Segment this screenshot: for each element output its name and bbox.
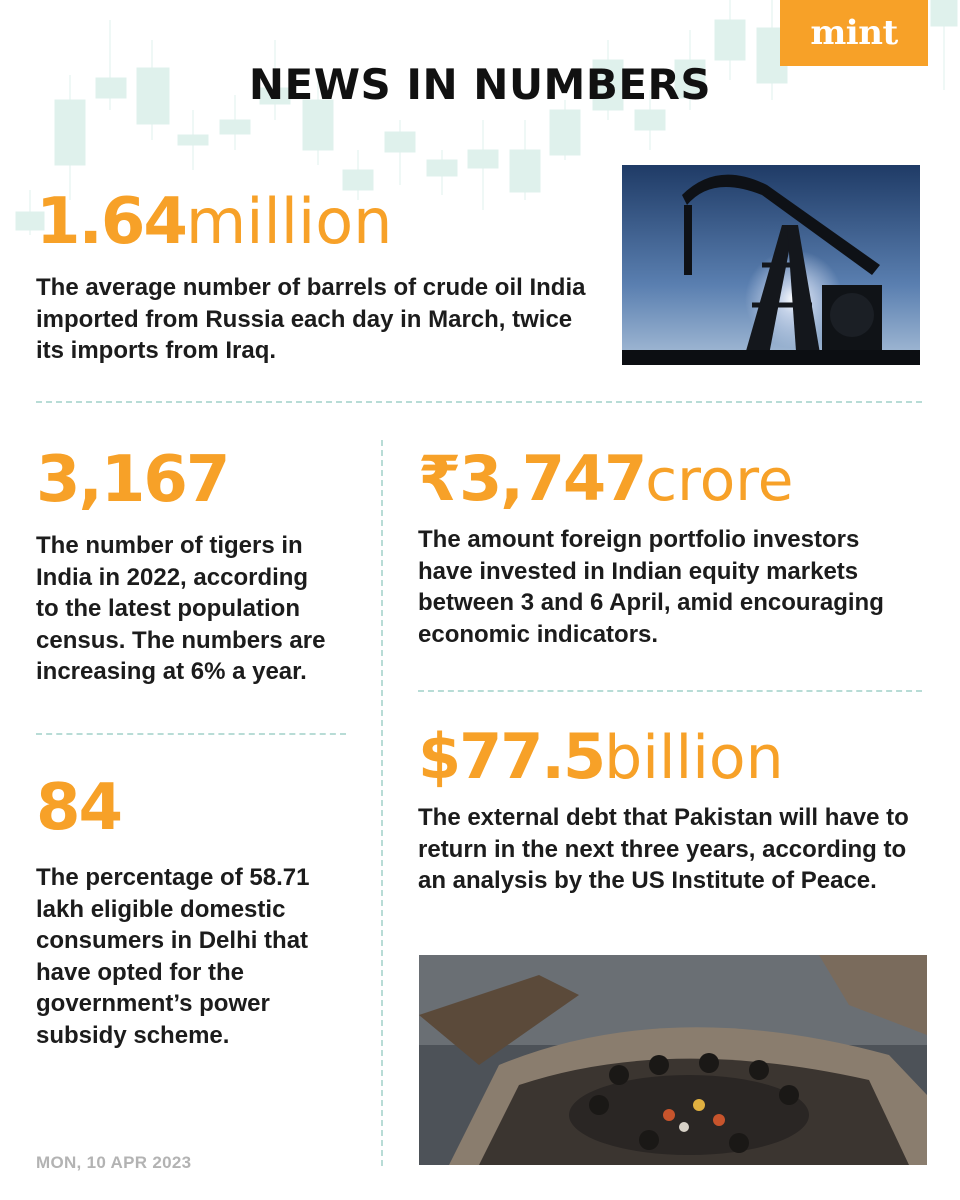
divider-vertical	[381, 440, 383, 1166]
stat-description: The amount foreign portfolio investors have invested in Indian equity markets between 3 and 6 April, amid encouraging economic indicators.	[418, 526, 884, 648]
stat-power-subsidy	[36, 771, 346, 1051]
stat-description: The external debt that Pakistan will have to return in the next three years, according to an analysis by the US Institute of Peace.	[418, 804, 909, 894]
divider-horizontal	[36, 401, 922, 403]
stat-figure	[418, 442, 918, 515]
fishermen-boat-photo	[419, 955, 927, 1165]
stat-figure	[36, 185, 596, 259]
stat-number: 3,167	[36, 443, 229, 517]
stat-tigers	[36, 443, 346, 688]
stat-description: The percentage of 58.71 lakh eligible domestic consumers in Delhi that have opted for the government’s power subsidy scheme.	[36, 864, 310, 1049]
stat-figure	[36, 443, 346, 517]
stat-figure	[36, 771, 346, 845]
mint-logo	[780, 0, 928, 66]
stat-number: $77.5	[418, 720, 605, 793]
stat-number: ₹3,747	[418, 442, 646, 515]
stat-number: 84	[36, 771, 122, 845]
oil-pumpjack-photo	[622, 165, 920, 365]
stat-number: 1.64	[36, 185, 186, 259]
stat-pakistan-debt	[418, 720, 918, 897]
stat-unit: billion	[604, 723, 784, 793]
stat-unit: million	[185, 185, 393, 258]
stat-unit: crore	[645, 446, 794, 514]
stat-figure	[418, 720, 918, 793]
publication-date: MON, 10 APR 2023	[36, 1153, 192, 1172]
stat-fpi-investment	[418, 442, 918, 650]
stat-description: The number of tigers in India in 2022, according to the latest population census. The numbers are increasing at 6% a year.	[36, 532, 326, 685]
stat-description: The average number of barrels of crude oil India imported from Russia each day in March, twice its imports from Iraq.	[36, 274, 586, 364]
divider-horizontal	[36, 733, 346, 735]
mint-logo-text: mint	[810, 13, 898, 53]
divider-horizontal	[418, 690, 922, 692]
stat-crude-oil	[36, 185, 596, 367]
page-title: NEWS IN NUMBERS	[248, 60, 712, 109]
